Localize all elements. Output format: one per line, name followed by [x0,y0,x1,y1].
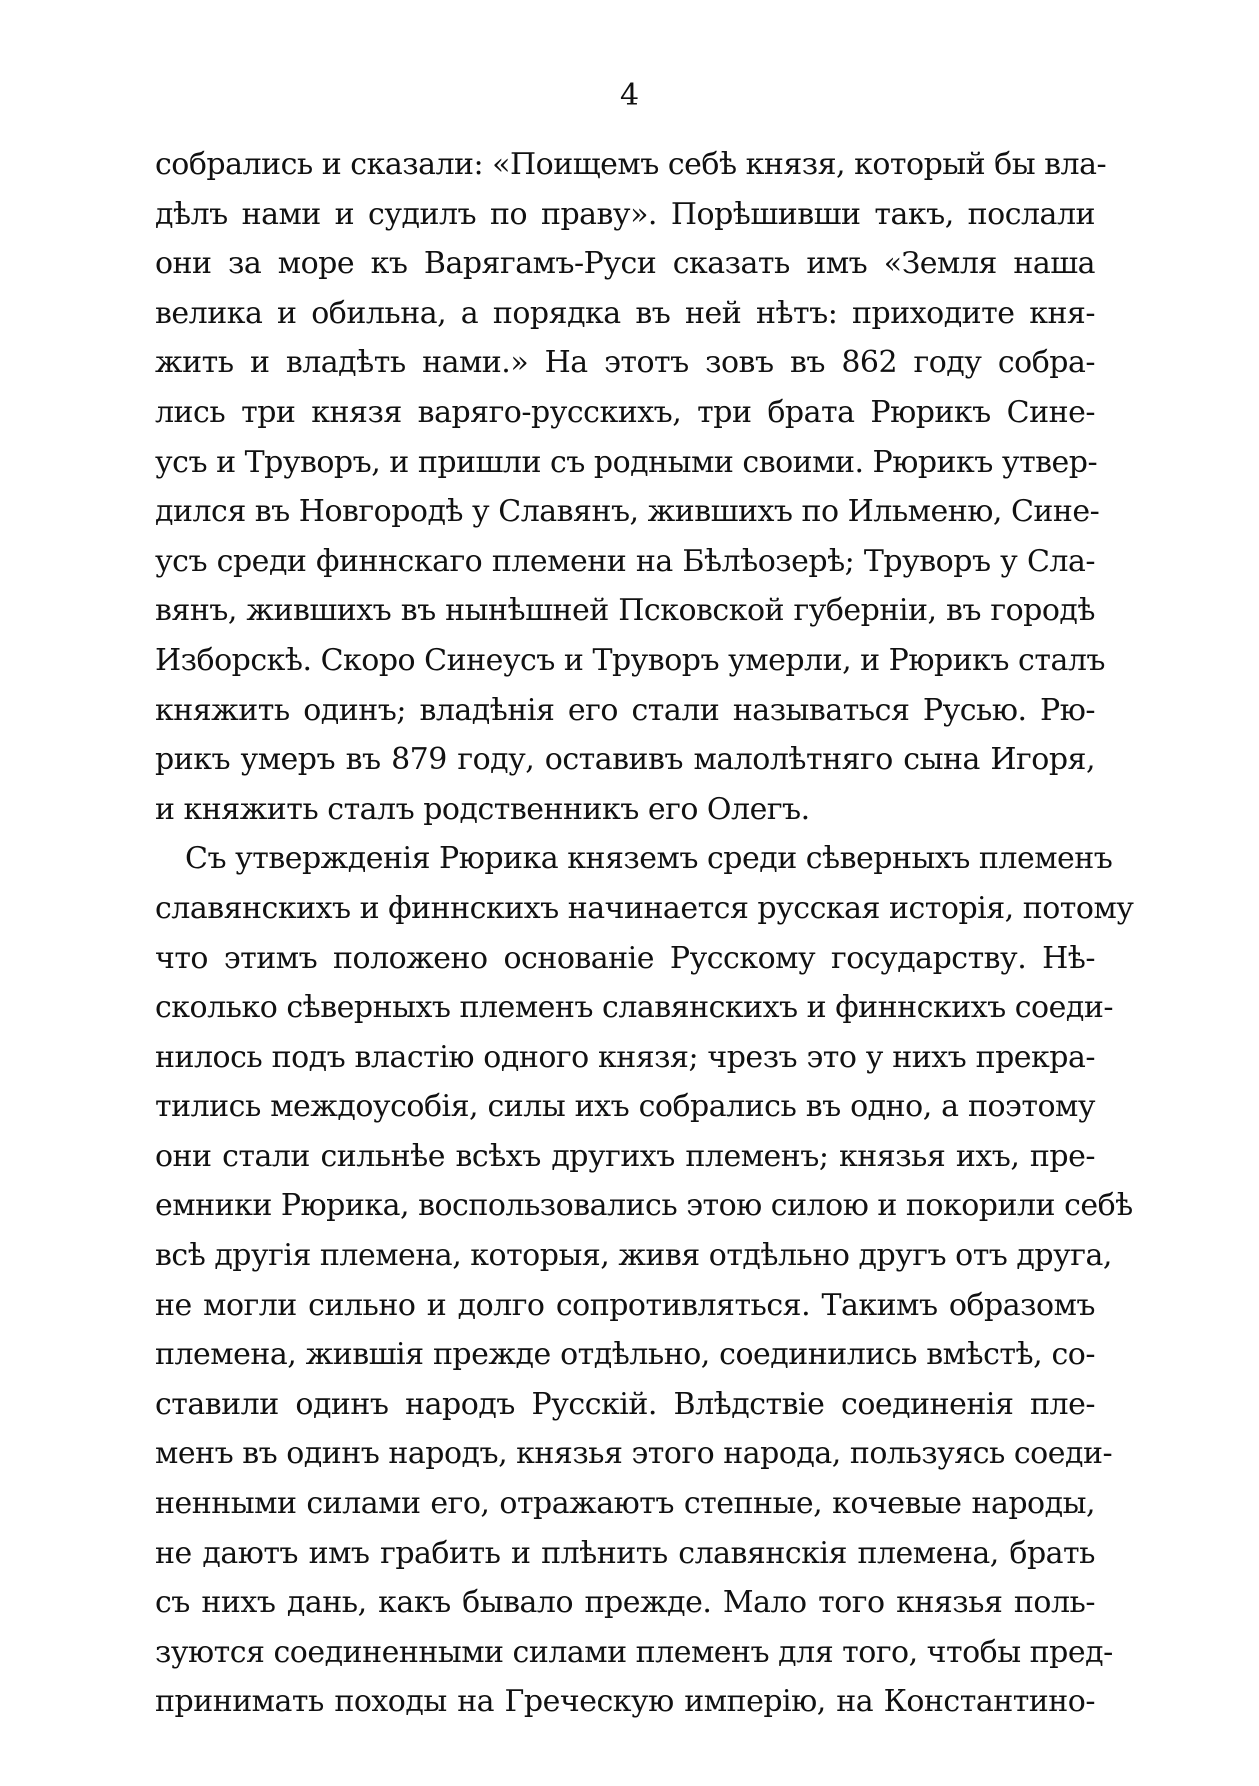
text-line: нилось подъ властію одного князя; чрезъ это у нихъ прекра- [155,1039,1095,1075]
text-line: ненными силами его, отражаютъ степные, кочевые народы, [155,1486,1095,1522]
text-line: Изборскѣ. Скоро Синеусъ и Труворъ умерли, и Рюрикъ сталъ [155,642,1105,678]
text-line: дился въ Новгородѣ у Славянъ, жившихъ по Ильменю, Сине- [155,494,1100,530]
text-line: рикъ умеръ въ 879 году, оставивъ малолѣтняго сына Игоря, [155,742,1095,778]
text-line: славянскихъ и финнскихъ начинается русская исторія, потому [155,890,1134,926]
body-text [155,140,1134,1727]
text-line: зуются соединенными силами племенъ для того, чтобы пред- [155,1634,1113,1670]
text-line: менъ въ одинъ народъ, князья этого народа, пользуясь соеди- [155,1436,1113,1472]
text-line: не даютъ имъ грабить и плѣнить славянскія племена, брать [155,1535,1095,1571]
text-line: княжить одинъ; владѣнія его стали называться Русью. Рю- [155,692,1095,728]
paragraph [155,140,1107,834]
text-line: они стали сильнѣе всѣхъ другихъ племенъ; князья ихъ, пре- [155,1138,1095,1174]
text-line: жить и владѣть нами.» На этотъ зовъ въ 862 году собра- [155,345,1095,381]
text-line: и княжить сталъ родственникъ его Олегъ. [155,791,810,827]
text-line: дѣлъ нами и судилъ по праву». Порѣшивши такъ, послали [155,196,1095,232]
text-line: емники Рюрика, воспользовались этою силою и покорили себѣ [155,1188,1133,1224]
text-line: съ нихъ дань, какъ бывало прежде. Мало того князья поль- [155,1585,1095,1621]
text-line: ставили одинъ народъ Русскій. Влѣдствіе соединенія пле- [155,1386,1095,1422]
text-line: собрались и сказали: «Поищемъ себѣ князя, который бы вла- [155,147,1107,182]
text-line: тились междоусобія, силы ихъ собрались въ одно, а поэтому [155,1089,1095,1125]
text-line: принимать походы на Греческую имперію, на Константино- [155,1684,1095,1720]
text-line: всѣ другія племена, которыя, живя отдѣльно другъ отъ друга, [155,1238,1112,1274]
text-line: усъ и Труворъ, и пришли съ родными своими. Рюрикъ утвер- [155,444,1098,480]
text-line: что этимъ положено основаніе Русскому государству. Нѣ- [155,940,1095,976]
text-line: усъ среди финнскаго племени на Бѣлѣозерѣ; Труворъ у Сла- [155,543,1095,579]
text-line: сколько сѣверныхъ племенъ славянскихъ и финнскихъ соеди- [155,990,1113,1026]
text-line: племена, жившія прежде отдѣльно, соединились вмѣстѣ, со- [155,1337,1095,1373]
page-number: 4 [619,78,640,113]
text-line: Съ утвержденія Рюрика княземъ среди сѣверныхъ племенъ [185,841,1113,877]
text-line: не могли сильно и долго сопротивляться. Такимъ образомъ [155,1287,1095,1323]
text-line: велика и обильна, а порядка въ ней нѣтъ: приходите кня- [155,295,1095,331]
text-line: вянъ, жившихъ въ нынѣшней Псковской губерніи, въ городѣ [155,593,1095,629]
paragraph [155,834,1134,1727]
text-line: они за море къ Варягамъ-Руси сказать имъ «Земля наша [155,246,1095,282]
text-line: лись три князя варяго-русскихъ, три брата Рюрикъ Сине- [155,394,1095,430]
